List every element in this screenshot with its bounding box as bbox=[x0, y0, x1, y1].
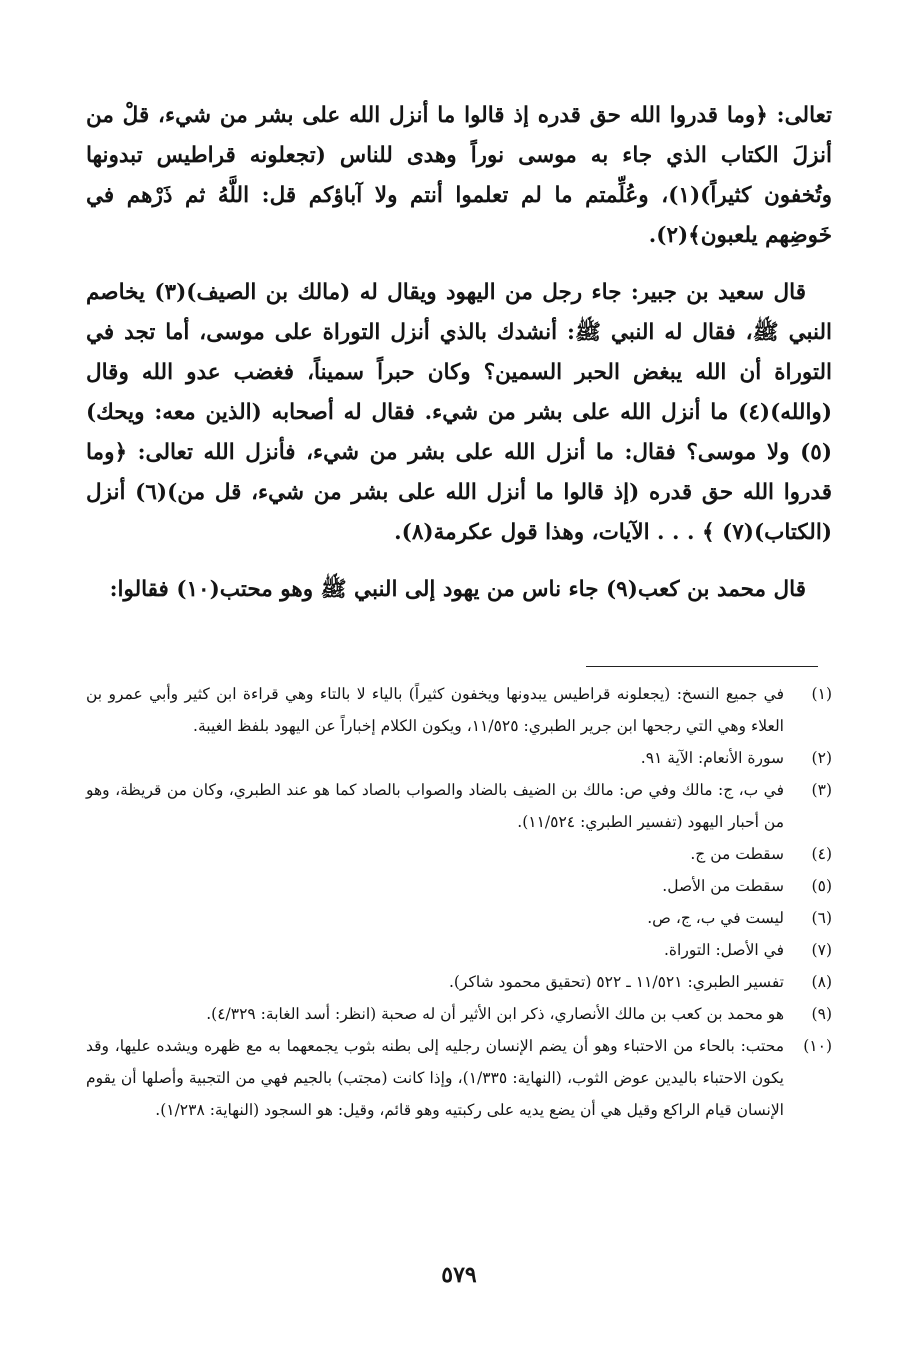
footnote-5 bbox=[86, 870, 832, 902]
footnote-number: (٧) bbox=[811, 941, 832, 959]
footnote-8 bbox=[86, 966, 832, 998]
footnote-3 bbox=[86, 774, 832, 838]
footnote-9 bbox=[86, 998, 832, 1030]
footnotes bbox=[86, 678, 832, 1126]
footnote-10 bbox=[86, 1030, 832, 1126]
footnote-separator bbox=[586, 666, 818, 667]
footnote-text: تفسير الطبري: ١١/٥٢١ ـ ٥٢٢ (تحقيق محمود شاكر). bbox=[448, 973, 784, 991]
footnote-4 bbox=[86, 838, 832, 870]
footnote-text: في جميع النسخ: (يجعلونه قراطيس يبدونها ويخفون كثيراً) بالياء لا بالتاء وهي قراءة ابن كثير وأبي عمرو بن العلاء وهي التي رجحها ابن جرير الطبري: ١١/٥٢٥، ويكون الكلام إخباراً عن اليهود بلفظ الغيبة. bbox=[86, 685, 784, 735]
footnote-text: هو محمد بن كعب بن مالك الأنصاري، ذكر ابن الأثير أن له صحبة (انظر: أسد الغابة: ٤/٣٢٩). bbox=[206, 1005, 784, 1023]
footnote-text: ليست في ب، ج، ص. bbox=[647, 909, 784, 927]
paragraph-2: قال سعيد بن جبير: جاء رجل من اليهود ويقال له (مالك بن الصيف)(٣) يخاصم النبي ﷺ، فقال له النبي ﷺ: أنشدك بالذي أنزل التوراة على موسى، أما تجد في التوراة أن الله يبغض الحبر السمين؟ وكان حبراً سميناً، فغضب عدو الله وقال (والله)(٤) ما أنزل الله على بشر من شيء. فقال له أصحابه (الذين معه: ويحك)(٥) ولا موسى؟ فقال: ما أنزل الله على بشر من شيء، فأنزل الله تعالى: ﴿وما قدروا الله حق قدره (إذ قالوا ما أنزل الله على بشر من شيء، قل من)(٦) أنزل (الكتاب)(٧) ﴾ . . . الآيات، وهذا قول عكرمة(٨). bbox=[86, 280, 832, 545]
footnote-1 bbox=[86, 678, 832, 742]
footnote-number: (١) bbox=[811, 685, 832, 703]
footnote-text: سقطت من ج. bbox=[690, 845, 784, 863]
page-number: ٥٧٩ bbox=[441, 1262, 477, 1288]
footnote-number: (٨) bbox=[811, 973, 832, 991]
footnote-7 bbox=[86, 934, 832, 966]
footnote-6 bbox=[86, 902, 832, 934]
footnote-number: (٩) bbox=[811, 1005, 832, 1023]
footnote-text: محتب: بالحاء من الاحتباء وهو أن يضم الإنسان رجليه إلى بطنه بثوب يجمعهما به مع ظهره ويشده عليها، وقد يكون الاحتباء باليدين عوض الثوب، (النهاية: ١/٣٣٥)، وإذا كانت (مجتب) بالجيم فهي من التجبية وأصلها أن يقوم الإنسان قيام الراكع وقيل هي أن يضع يديه على ركبتيه وهو قائم، وقيل: هو السجود (النهاية: ١/٢٣٨). bbox=[86, 1037, 784, 1119]
main-text bbox=[86, 96, 832, 610]
footnote-2 bbox=[86, 742, 832, 774]
footnote-text: في ب، ج: مالك وفي ص: مالك بن الضيف بالضاد والصواب بالصاد كما هو عند الطبري، وكان من قريظة، وهو من أحبار اليهود (تفسير الطبري: ١١/٥٢٤). bbox=[86, 781, 784, 831]
footnote-number: (٣) bbox=[811, 781, 832, 799]
footnote-number: (٢) bbox=[811, 749, 832, 767]
footnote-number: (١٠) bbox=[803, 1037, 832, 1055]
footnote-text: في الأصل: التوراة. bbox=[663, 941, 784, 959]
paragraph-3: قال محمد بن كعب(٩) جاء ناس من يهود إلى النبي ﷺ وهو محتب(١٠) فقالوا: bbox=[109, 577, 806, 602]
footnote-number: (٤) bbox=[811, 845, 832, 863]
paragraph-1: تعالى: ﴿وما قدروا الله حق قدره إذ قالوا ما أنزل الله على بشر من شيء، قلْ من أنزلَ الكتاب الذي جاء به موسى نوراً وهدى للناس (تجعلونه قراطيس تبدونها وتُخفون كثيراً)(١)، وعُلِّمتم ما لم تعلموا أنتم ولا آباؤكم قل: اللَّهُ ثم ذَرْهم في خَوضِهم يلعبون﴾(٢). bbox=[86, 103, 832, 248]
footnote-number: (٦) bbox=[811, 909, 832, 927]
footnote-text: سورة الأنعام: الآية ٩١. bbox=[640, 749, 784, 767]
footnote-text: سقطت من الأصل. bbox=[662, 877, 784, 895]
footnote-number: (٥) bbox=[811, 877, 832, 895]
